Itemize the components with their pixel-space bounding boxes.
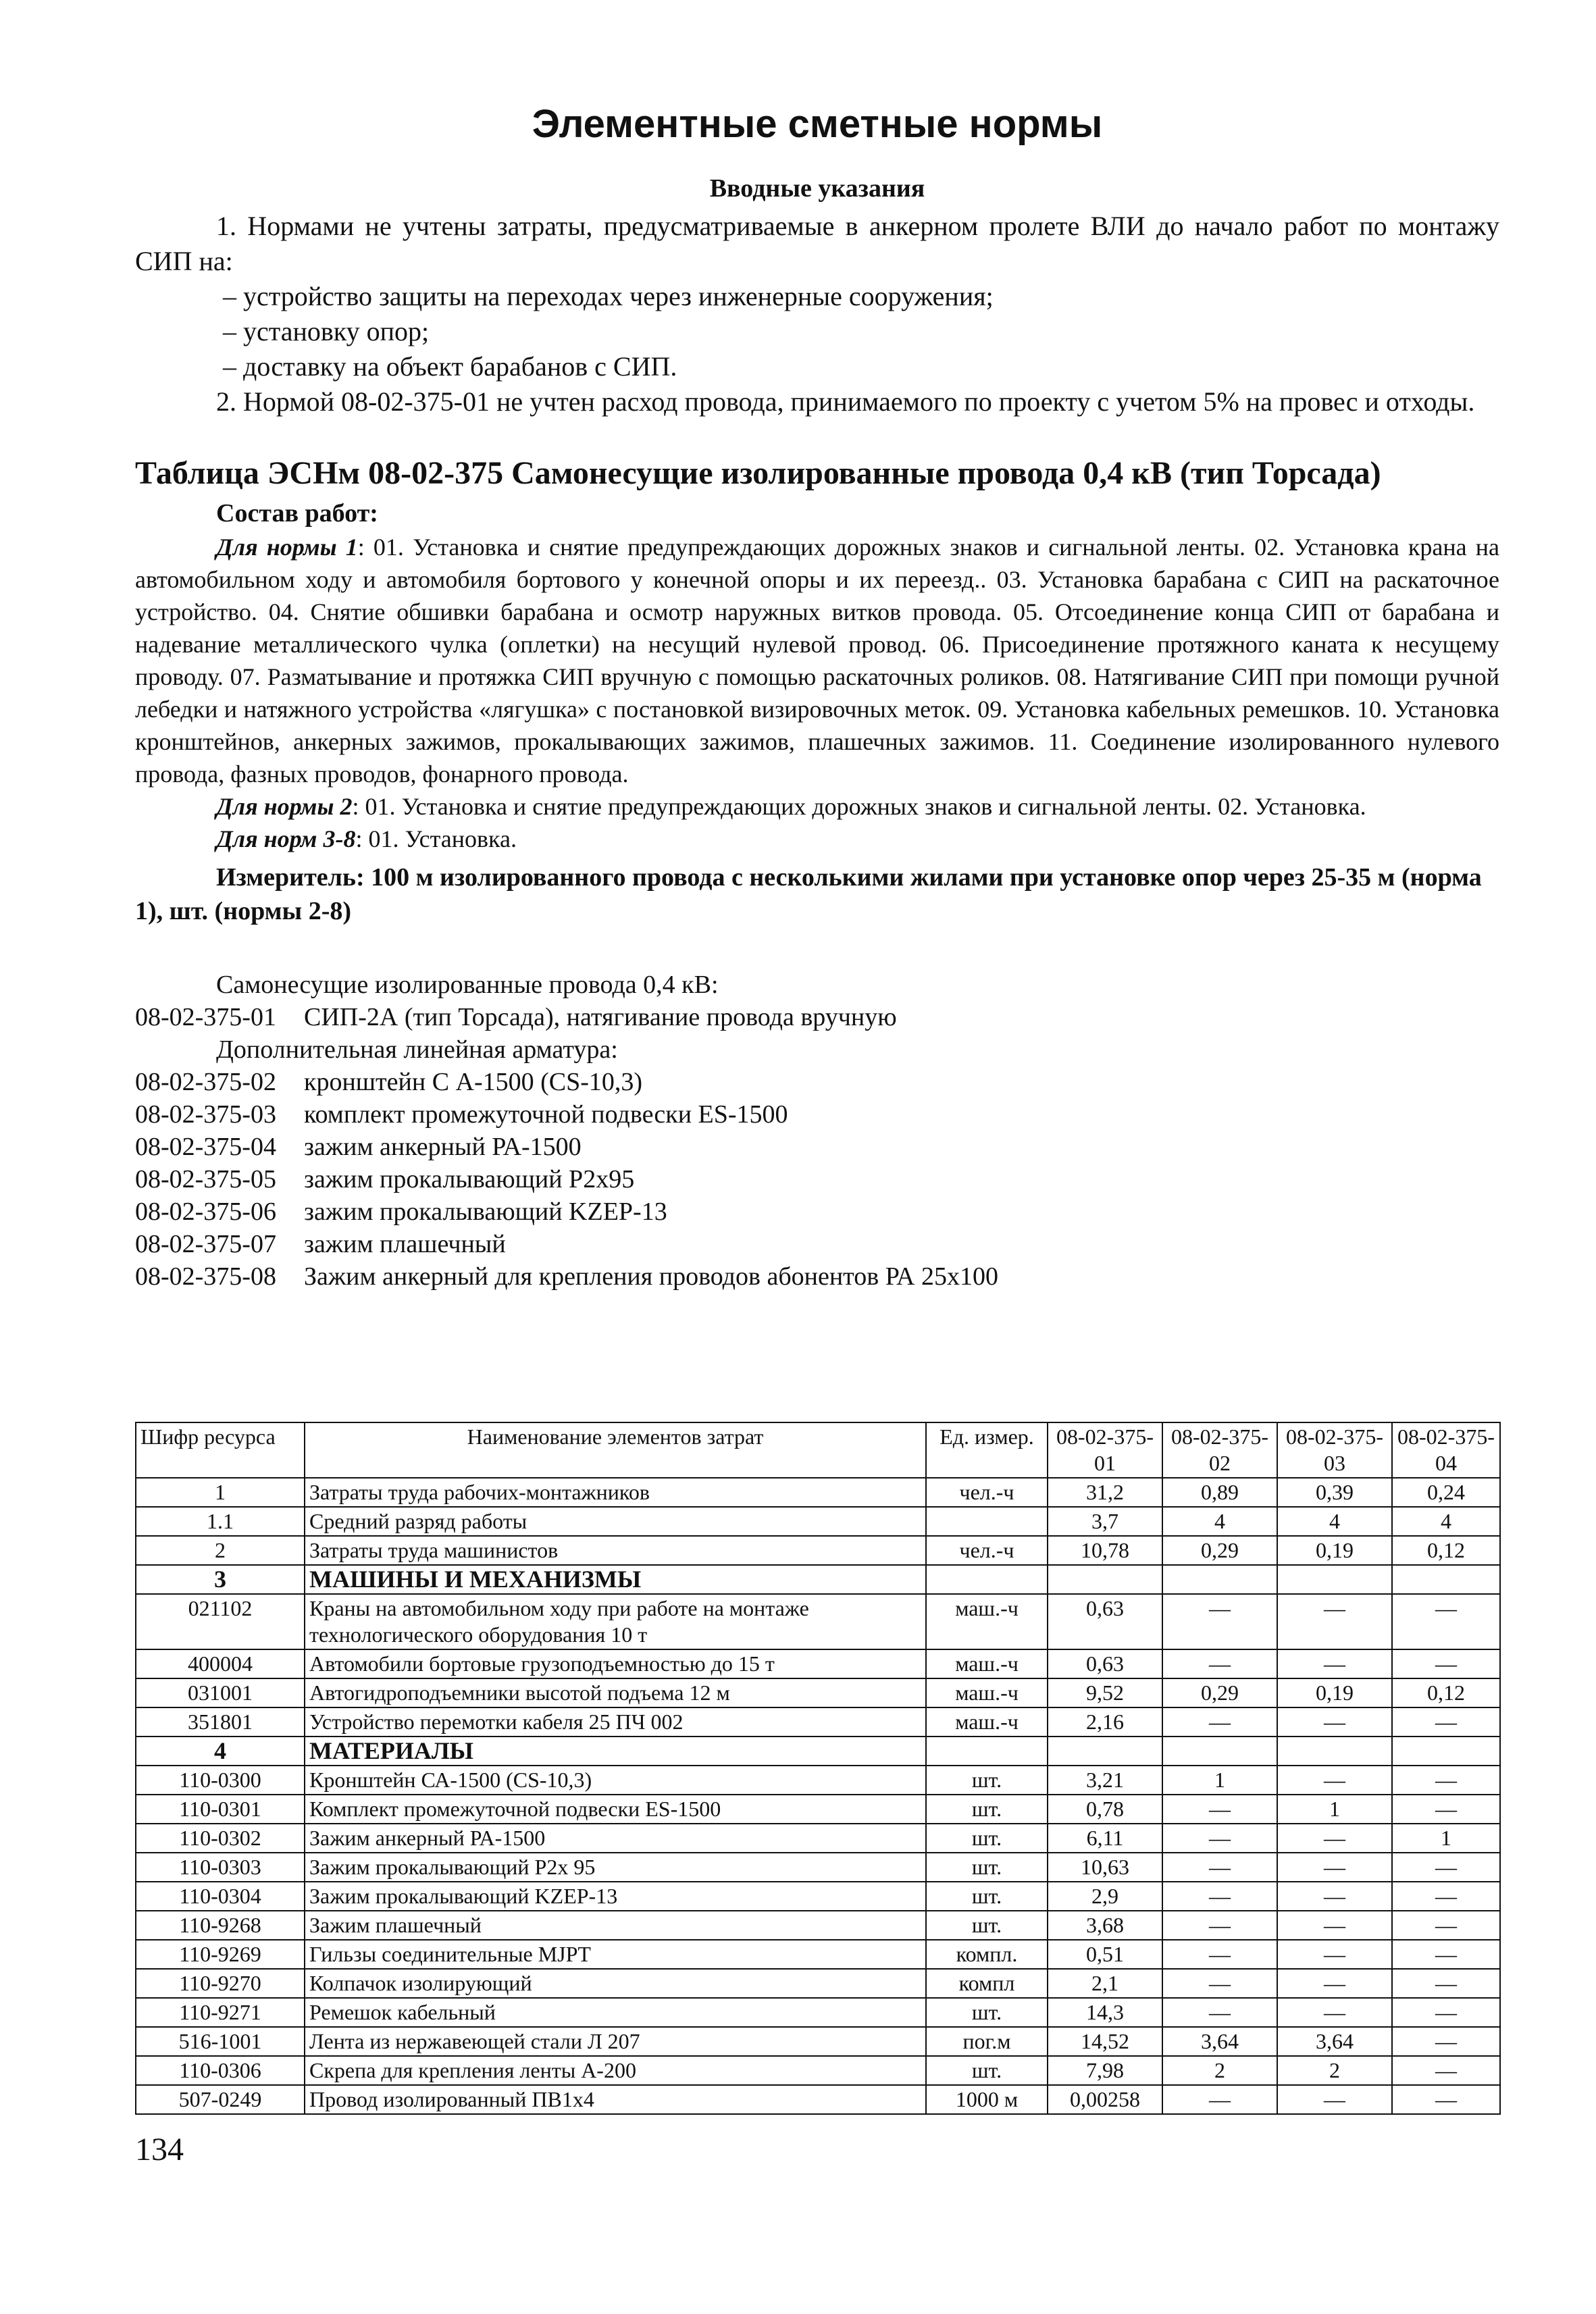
cell-unit: компл [926,1969,1048,1998]
cell-norm-01: 2,16 [1048,1707,1162,1737]
cell-unit: маш.-ч [926,1649,1048,1678]
header-unit: Ед. измер. [926,1422,1048,1478]
cell-code: 110-0302 [136,1824,305,1853]
cell-norm-02: 0,89 [1162,1478,1277,1507]
cell-norm-01: 10,63 [1048,1853,1162,1882]
header-norm-01: 08-02-375-01 [1048,1422,1162,1478]
cell-norm-01: 10,78 [1048,1536,1162,1565]
norm-description: зажим прокалывающий KZEP-13 [304,1198,667,1226]
cell-norm-03: — [1277,1824,1392,1853]
norm-description: Зажим анкерный для крепления проводов абонентов РА 25х100 [304,1262,998,1291]
cell-code: 021102 [136,1594,305,1649]
cell-norm-04: — [1392,1940,1500,1969]
cell-norm-03: 2 [1277,2056,1392,2085]
cell-unit: маш.-ч [926,1678,1048,1707]
cell-name: Колпачок изолирующий [305,1969,926,1998]
works-norm-1 [135,531,1499,790]
cell-norm-01: 9,52 [1048,1678,1162,1707]
resources-table-body [136,1422,1500,2114]
cell-name: Комплект промежуточной подвески ES-1500 [305,1795,926,1824]
cell-code: 1.1 [136,1507,305,1536]
cell-norm-04: 0,24 [1392,1478,1500,1507]
norm-text: : 01. Установка и снятие предупреждающих дорожных знаков и сигнальной ленты. 02. Установка. [352,793,1366,820]
cell-norm-04: — [1392,1795,1500,1824]
norm-code: 08-02-375-02 [135,1068,276,1096]
cell-norm-01: 0,63 [1048,1649,1162,1678]
cell-norm-02: — [1162,1940,1277,1969]
norm-label: Для нормы 1 [216,534,358,561]
cell-code: 110-0304 [136,1882,305,1911]
cell-code: 110-9271 [136,1998,305,2027]
cell-norm-03: — [1277,1969,1392,1998]
cell-norm-01: 14,52 [1048,2027,1162,2056]
cell-name: Провод изолированный ПВ1х4 [305,2085,926,2114]
cell-norm-01: 3,68 [1048,1911,1162,1940]
cell-norm-01: 6,11 [1048,1824,1162,1853]
cell-norm-01: 0,78 [1048,1795,1162,1824]
cell-norm-04: 1 [1392,1824,1500,1853]
meter-text: Измеритель: 100 м изолированного провода с несколькими жилами при установке опор через 25-35 м (норма 1), шт. (нормы 2-8) [135,863,1482,925]
cell-code: 351801 [136,1707,305,1737]
cell-code: 110-0300 [136,1766,305,1795]
cell-norm-03: — [1277,1594,1392,1649]
cell-norm-02: 4 [1162,1507,1277,1536]
cell-norm-04: 0,12 [1392,1678,1500,1707]
cell-name: Зажим прокалывающий Р2х 95 [305,1853,926,1882]
cell-norm-04: — [1392,2085,1500,2114]
norm-code: 08-02-375-07 [135,1230,276,1258]
table-row [136,1565,1500,1594]
norm-description: зажим прокалывающий Р2х95 [304,1165,635,1193]
cell-norm-02: — [1162,1853,1277,1882]
cell-name: Ремешок кабельный [305,1998,926,2027]
cell-norm-04 [1392,1565,1500,1594]
cell-norm-01: 0,63 [1048,1594,1162,1649]
cell-unit: шт. [926,1766,1048,1795]
table-row [136,1478,1500,1507]
norm-description: комплект промежуточной подвески ES-1500 [304,1100,788,1129]
cell-norm-02: 0,29 [1162,1678,1277,1707]
cell-norm-04: 4 [1392,1507,1500,1536]
cell-norm-02: — [1162,1649,1277,1678]
cell-unit: маш.-ч [926,1594,1048,1649]
norm-list-item [135,1260,1499,1293]
cell-norm-04: — [1392,1998,1500,2027]
cell-name: Гильзы соединительные MJPT [305,1940,926,1969]
cell-norm-02: 1 [1162,1766,1277,1795]
norm-list-item [135,1195,1499,1228]
cell-norm-01: 0,51 [1048,1940,1162,1969]
norm-text: : 01. Установка. [355,825,517,852]
cell-code: 1 [136,1478,305,1507]
cell-norm-02: 0,29 [1162,1536,1277,1565]
cell-code: 4 [136,1737,305,1766]
cell-norm-01: 2,9 [1048,1882,1162,1911]
cell-norm-03 [1277,1565,1392,1594]
cell-norm-01: 2,1 [1048,1969,1162,1998]
table-row [136,2056,1500,2085]
cell-norm-04: — [1392,1649,1500,1678]
table-row [136,1678,1500,1707]
cell-code: 110-9270 [136,1969,305,1998]
cell-code: 400004 [136,1649,305,1678]
intro-paragraph-1: 1. Нормами не учтены затраты, предусматриваемые в анкерном пролете ВЛИ до начало работ по монтажу СИП на: [135,211,1499,276]
cell-code: 110-0303 [136,1853,305,1882]
cell-norm-03 [1277,1737,1392,1766]
cell-code: 031001 [136,1678,305,1707]
cell-norm-04: — [1392,1969,1500,1998]
cell-name: Средний разряд работы [305,1507,926,1536]
cell-name: Затраты труда рабочих-монтажников [305,1478,926,1507]
cell-name: Кронштейн СА-1500 (CS-10,3) [305,1766,926,1795]
cell-norm-03: — [1277,1882,1392,1911]
cell-norm-03: 4 [1277,1507,1392,1536]
cell-code: 110-9268 [136,1911,305,1940]
cell-code: 110-0306 [136,2056,305,2085]
cell-norm-02: — [1162,1594,1277,1649]
cell-norm-04: — [1392,2056,1500,2085]
table-row [136,2027,1500,2056]
cell-norm-01: 31,2 [1048,1478,1162,1507]
cell-norm-01 [1048,1737,1162,1766]
cell-norm-03: 3,64 [1277,2027,1392,2056]
norm-code: 08-02-375-01 [135,1003,276,1031]
cell-norm-03: — [1277,1853,1392,1882]
cell-norm-02 [1162,1737,1277,1766]
page-title: Элементные сметные нормы [532,102,1103,146]
table-row [136,1969,1500,1998]
cell-unit: шт. [926,1998,1048,2027]
cell-unit: шт. [926,1824,1048,1853]
table-header-row [136,1422,1500,1478]
table-row [136,1766,1500,1795]
cell-norm-03: 1 [1277,1795,1392,1824]
table-row [136,1911,1500,1940]
cell-norm-04: — [1392,1707,1500,1737]
cell-norm-03: — [1277,1998,1392,2027]
header-norm-04: 08-02-375-04 [1392,1422,1500,1478]
intro-heading: Вводные указания [709,174,925,203]
norm-code: 08-02-375-06 [135,1198,276,1226]
table-row [136,1536,1500,1565]
norm-code: 08-02-375-04 [135,1133,276,1161]
cell-norm-03: 0,19 [1277,1678,1392,1707]
norm-list-item [135,1066,1499,1098]
norm-label: Для нормы 2 [216,793,353,820]
cell-name: Устройство перемотки кабеля 25 ПЧ 002 [305,1707,926,1737]
table-row [136,1824,1500,1853]
cell-norm-02: — [1162,1707,1277,1737]
norm-list-item [135,1228,1499,1260]
works-norm-3-8 [135,823,1499,855]
table-row [136,1594,1500,1649]
cell-norm-02 [1162,1565,1277,1594]
cell-name: Зажим прокалывающий KZEP-13 [305,1882,926,1911]
table-row [136,1998,1500,2027]
works-label: Состав работ: [216,499,378,528]
table-row [136,1649,1500,1678]
cell-norm-01 [1048,1565,1162,1594]
table-row [136,1795,1500,1824]
cell-name: Зажим плашечный [305,1911,926,1940]
cell-unit: шт. [926,1911,1048,1940]
cell-name: Краны на автомобильном ходу при работе на монтаже технологического оборудования 10 т [305,1594,926,1649]
cell-norm-01: 3,21 [1048,1766,1162,1795]
cell-unit: компл. [926,1940,1048,1969]
cell-norm-04: — [1392,1911,1500,1940]
norm-description: зажим анкерный РА-1500 [304,1133,582,1161]
norms-list-header: Самонесущие изолированные провода 0,4 кВ: [216,971,719,999]
table-row [136,1853,1500,1882]
norms-list-subheader: Дополнительная линейная арматура: [216,1035,618,1064]
cell-unit [926,1737,1048,1766]
cell-name: МАТЕРИАЛЫ [305,1737,926,1766]
cell-norm-04 [1392,1737,1500,1766]
cell-unit: шт. [926,2056,1048,2085]
cell-unit: маш.-ч [926,1707,1048,1737]
cell-name: Скрепа для крепления ленты А-200 [305,2056,926,2085]
table-row [136,2085,1500,2114]
cell-unit: 1000 м [926,2085,1048,2114]
norm-list-item [135,1163,1499,1195]
cell-norm-04: — [1392,1853,1500,1882]
intro-paragraph-2: 2. Нормой 08-02-375-01 не учтен расход провода, принимаемого по проекту с учетом 5% на провес и отходы. [216,386,1475,417]
norms-list [135,969,1499,1293]
cell-code: 3 [136,1565,305,1594]
cell-norm-02: — [1162,1998,1277,2027]
cell-norm-03: — [1277,1940,1392,1969]
cell-norm-03: — [1277,1707,1392,1737]
intro-item: – устройство защиты на переходах через инженерные сооружения; [223,281,994,311]
cell-code: 507-0249 [136,2085,305,2114]
cell-name: Затраты труда машинистов [305,1536,926,1565]
norm-list-item [135,1001,1499,1033]
cell-norm-01: 14,3 [1048,1998,1162,2027]
norm-code: 08-02-375-03 [135,1100,276,1129]
header-norm-03: 08-02-375-03 [1277,1422,1392,1478]
cell-code: 2 [136,1536,305,1565]
cell-name: Автогидроподъемники высотой подъема 12 м [305,1678,926,1707]
table-row [136,1882,1500,1911]
norm-description: зажим плашечный [304,1230,506,1258]
table-row [136,1737,1500,1766]
cell-norm-03: — [1277,1649,1392,1678]
norm-text: : 01. Установка и снятие предупреждающих дорожных знаков и сигнальной ленты. 02. Установка крана на автомобильном ходу и автомобиля бортового у конечной опоры и их переезд.. 03. Установка барабана с СИП на раскаточное устройство. 04. Снятие обшивки барабана и осмотр наружных витков провода. 05. Отсоединение конца СИП от барабана и надевание металлического чулка (оплетки) на несущий нулевой провод. 06. Присоединение протяжного каната к несущему проводу. 07. Разматывание и протяжка СИП вручную с помощью раскаточных роликов. 08. Натягивание СИП при помощи ручной лебедки и натяжного устройства «лягушка» с постановкой визировочных меток. 09. Установка кабельных ремешков. 10. Установка кронштейнов, анкерных зажимов, прокалывающих зажимов, плашечных зажимов. 11. Соединение изолированного нулевого провода, фазных проводов, фонарного провода. [135,534,1500,788]
cell-norm-01: 7,98 [1048,2056,1162,2085]
cell-norm-04: — [1392,2027,1500,2056]
cell-name: МАШИНЫ И МЕХАНИЗМЫ [305,1565,926,1594]
cell-norm-03: — [1277,2085,1392,2114]
cell-unit: чел.-ч [926,1478,1048,1507]
header-code: Шифр ресурса [136,1422,305,1478]
cell-norm-04: — [1392,1766,1500,1795]
cell-norm-01: 0,00258 [1048,2085,1162,2114]
cell-norm-02: — [1162,1911,1277,1940]
cell-code: 516-1001 [136,2027,305,2056]
cell-code: 110-9269 [136,1940,305,1969]
works-norm-2 [135,790,1499,823]
cell-norm-04: 0,12 [1392,1536,1500,1565]
intro-item: – доставку на объект барабанов с СИП. [223,351,677,382]
cell-unit [926,1565,1048,1594]
cell-norm-01: 3,7 [1048,1507,1162,1536]
cell-unit [926,1507,1048,1536]
cell-norm-02: — [1162,1969,1277,1998]
cell-unit: шт. [926,1795,1048,1824]
document-page [135,101,1499,1293]
cell-norm-04: — [1392,1594,1500,1649]
cell-norm-02: — [1162,1882,1277,1911]
cell-norm-02: 3,64 [1162,2027,1277,2056]
cell-name: Автомобили бортовые грузоподъемностью до 15 т [305,1649,926,1678]
table-row [136,1507,1500,1536]
cell-norm-02: — [1162,2085,1277,2114]
header-name: Наименование элементов затрат [305,1422,926,1478]
table-row [136,1707,1500,1737]
resources-table [135,1422,1501,2115]
cell-code: 110-0301 [136,1795,305,1824]
cell-name: Зажим анкерный РА-1500 [305,1824,926,1853]
table-row [136,1940,1500,1969]
norm-code: 08-02-375-08 [135,1262,276,1291]
cell-norm-03: — [1277,1766,1392,1795]
cell-unit: пог.м [926,2027,1048,2056]
page-number: 134 [135,2132,184,2167]
cell-name: Лента из нержавеющей стали Л 207 [305,2027,926,2056]
cell-norm-03: 0,39 [1277,1478,1392,1507]
cell-norm-02: — [1162,1824,1277,1853]
cell-norm-03: 0,19 [1277,1536,1392,1565]
norm-list-item [135,1131,1499,1163]
table-title: Таблица ЭСНм 08-02-375 Самонесущие изолированные провода 0,4 кВ (тип Торсада) [135,455,1381,491]
cell-norm-02: 2 [1162,2056,1277,2085]
norms-list-items [135,1066,1499,1293]
cell-norm-02: — [1162,1795,1277,1824]
cell-unit: шт. [926,1853,1048,1882]
cell-unit: чел.-ч [926,1536,1048,1565]
cell-norm-04: — [1392,1882,1500,1911]
header-norm-02: 08-02-375-02 [1162,1422,1277,1478]
norm-code: 08-02-375-05 [135,1165,276,1193]
norm-description: СИП-2А (тип Торсада), натягивание провода вручную [304,1003,897,1031]
cell-unit: шт. [926,1882,1048,1911]
norm-description: кронштейн С А-1500 (CS-10,3) [304,1068,643,1096]
norm-label: Для норм 3-8 [216,825,356,852]
norm-list-item [135,1098,1499,1131]
cell-norm-03: — [1277,1911,1392,1940]
intro-item: – установку опор; [223,316,430,346]
